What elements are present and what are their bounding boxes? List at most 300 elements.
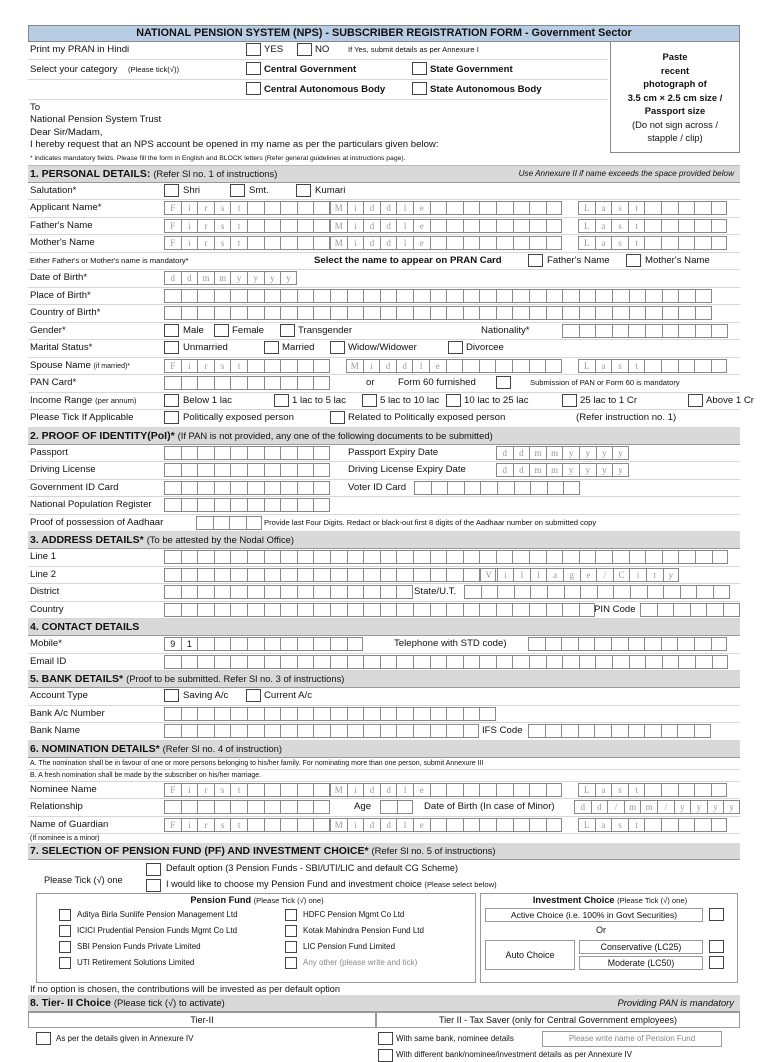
input-cell[interactable] (230, 481, 247, 495)
input-cell[interactable] (512, 289, 529, 303)
name-cells[interactable] (164, 783, 330, 797)
input-cell[interactable]: y (562, 446, 579, 460)
form60-checkbox[interactable] (496, 376, 511, 389)
name-cells[interactable] (578, 219, 727, 233)
input-cell[interactable] (446, 236, 463, 250)
govid-cells[interactable] (164, 481, 330, 495)
input-cell[interactable] (396, 724, 413, 738)
input-cell[interactable] (463, 724, 480, 738)
input-cell[interactable] (197, 306, 214, 320)
input-cell[interactable] (397, 800, 414, 814)
tier2-annex4-checkbox[interactable] (36, 1032, 51, 1045)
input-cell[interactable]: y (247, 271, 264, 285)
input-cell[interactable] (380, 603, 397, 617)
input-cell[interactable] (414, 481, 431, 495)
input-cell[interactable] (197, 655, 214, 669)
income-10to25-checkbox[interactable] (446, 394, 461, 407)
input-cell[interactable]: d (363, 201, 380, 215)
input-cell[interactable] (562, 603, 579, 617)
input-cell[interactable] (563, 481, 580, 495)
input-cell[interactable] (612, 324, 629, 338)
input-cell[interactable] (181, 446, 198, 460)
address-cells[interactable] (164, 550, 728, 564)
input-cell[interactable] (164, 306, 181, 320)
input-cell[interactable]: r (197, 236, 214, 250)
input-cell[interactable]: L (578, 201, 595, 215)
input-cell[interactable] (430, 818, 447, 832)
input-cell[interactable] (297, 446, 314, 460)
input-cell[interactable] (678, 550, 695, 564)
bank-name-cells[interactable] (164, 724, 479, 738)
input-cell[interactable]: s (214, 219, 231, 233)
input-cell[interactable]: i (347, 201, 364, 215)
input-cell[interactable] (512, 359, 529, 373)
input-cell[interactable] (297, 201, 314, 215)
input-cell[interactable] (678, 783, 695, 797)
input-cell[interactable] (430, 550, 447, 564)
input-cell[interactable]: l (513, 568, 530, 582)
input-cell[interactable]: y (596, 446, 613, 460)
input-cell[interactable]: e (580, 568, 597, 582)
input-cell[interactable]: s (611, 359, 628, 373)
input-cell[interactable] (497, 481, 514, 495)
tier2-same-bank-checkbox[interactable] (378, 1032, 393, 1045)
input-cell[interactable]: y (723, 800, 740, 814)
input-cell[interactable] (164, 481, 181, 495)
kumari-checkbox[interactable] (296, 184, 311, 197)
input-cell[interactable] (181, 724, 198, 738)
name-cells[interactable] (578, 818, 727, 832)
pran-hindi-yes-checkbox[interactable] (246, 43, 261, 56)
input-cell[interactable] (463, 236, 480, 250)
input-cell[interactable] (214, 306, 231, 320)
input-cell[interactable]: y (579, 463, 596, 477)
input-cell[interactable]: m (624, 800, 641, 814)
input-cell[interactable] (313, 481, 330, 495)
input-cell[interactable] (644, 236, 661, 250)
input-cell[interactable]: t (628, 818, 645, 832)
input-cell[interactable]: F (164, 783, 181, 797)
input-cell[interactable] (230, 289, 247, 303)
input-cell[interactable] (313, 446, 330, 460)
name-cells[interactable] (578, 359, 727, 373)
input-cell[interactable] (678, 359, 695, 373)
input-cell[interactable]: d (363, 236, 380, 250)
pf-sbi-checkbox[interactable] (59, 941, 71, 953)
input-cell[interactable] (513, 236, 530, 250)
pf-aditya-checkbox[interactable] (59, 909, 71, 921)
input-cell[interactable]: y (280, 271, 297, 285)
input-cell[interactable] (546, 289, 563, 303)
input-cell[interactable]: r (197, 219, 214, 233)
input-cell[interactable]: r (197, 359, 214, 373)
input-cell[interactable] (645, 550, 662, 564)
input-cell[interactable] (396, 568, 413, 582)
input-cell[interactable]: i (181, 359, 198, 373)
input-cell[interactable] (645, 289, 662, 303)
input-cell[interactable] (181, 376, 198, 390)
input-cell[interactable] (347, 707, 364, 721)
input-cell[interactable] (430, 289, 447, 303)
input-cell[interactable] (662, 324, 679, 338)
input-cell[interactable] (529, 550, 546, 564)
input-cell[interactable]: L (578, 236, 595, 250)
input-cell[interactable] (181, 550, 198, 564)
input-cell[interactable] (514, 481, 531, 495)
input-cell[interactable] (313, 800, 330, 814)
input-cell[interactable] (297, 481, 314, 495)
input-cell[interactable] (612, 655, 629, 669)
input-cell[interactable] (430, 306, 447, 320)
input-cell[interactable] (280, 585, 297, 599)
input-cell[interactable] (280, 498, 297, 512)
input-cell[interactable] (229, 516, 246, 530)
input-cell[interactable]: y (264, 271, 281, 285)
input-cell[interactable] (247, 818, 264, 832)
central-govt-checkbox[interactable] (246, 62, 261, 75)
input-cell[interactable] (595, 655, 612, 669)
pep-checkbox[interactable] (164, 411, 179, 424)
input-cell[interactable]: y (612, 446, 629, 460)
name-cells[interactable] (164, 219, 330, 233)
input-cell[interactable] (197, 585, 214, 599)
pran-hindi-no-checkbox[interactable] (297, 43, 312, 56)
input-cell[interactable] (280, 463, 297, 477)
input-cell[interactable]: a (595, 236, 612, 250)
input-cell[interactable] (197, 289, 214, 303)
input-cell[interactable] (396, 306, 413, 320)
input-cell[interactable] (711, 637, 728, 651)
input-cell[interactable]: i (181, 783, 198, 797)
input-cell[interactable] (264, 800, 281, 814)
input-cell[interactable] (677, 724, 694, 738)
state-cells[interactable] (464, 585, 730, 599)
input-cell[interactable] (579, 289, 596, 303)
input-cell[interactable] (313, 201, 330, 215)
input-cell[interactable] (380, 289, 397, 303)
input-cell[interactable] (678, 324, 695, 338)
address-cells[interactable] (164, 568, 496, 582)
input-cell[interactable] (497, 585, 514, 599)
input-cell[interactable] (446, 568, 463, 582)
input-cell[interactable] (196, 516, 213, 530)
input-cell[interactable] (663, 585, 680, 599)
input-cell[interactable] (545, 359, 562, 373)
input-cell[interactable] (447, 481, 464, 495)
input-cell[interactable] (479, 550, 496, 564)
input-cell[interactable] (330, 550, 347, 564)
input-cell[interactable] (446, 818, 463, 832)
input-cell[interactable] (561, 724, 578, 738)
input-cell[interactable] (562, 550, 579, 564)
input-cell[interactable]: s (611, 219, 628, 233)
input-cell[interactable] (579, 655, 596, 669)
input-cell[interactable] (280, 219, 297, 233)
input-cell[interactable] (529, 603, 546, 617)
input-cell[interactable] (546, 818, 563, 832)
input-cell[interactable] (247, 707, 264, 721)
input-cell[interactable] (694, 236, 711, 250)
input-cell[interactable] (181, 707, 198, 721)
input-cell[interactable] (496, 201, 513, 215)
input-cell[interactable] (662, 306, 679, 320)
input-cell[interactable]: m (529, 446, 546, 460)
input-cell[interactable] (446, 219, 463, 233)
input-cell[interactable] (247, 359, 264, 373)
saving-checkbox[interactable] (164, 689, 179, 702)
input-cell[interactable] (313, 498, 330, 512)
smt-checkbox[interactable] (230, 184, 245, 197)
input-cell[interactable] (313, 655, 330, 669)
input-cell[interactable]: y (230, 271, 247, 285)
widow-checkbox[interactable] (330, 341, 345, 354)
input-cell[interactable] (561, 637, 578, 651)
photo-box[interactable] (610, 41, 740, 153)
input-cell[interactable] (446, 603, 463, 617)
name-cells[interactable] (330, 201, 562, 215)
input-cell[interactable]: i (347, 818, 364, 832)
input-cell[interactable] (677, 637, 694, 651)
input-cell[interactable] (264, 655, 281, 669)
input-cell[interactable] (214, 655, 231, 669)
input-cell[interactable]: M (330, 219, 347, 233)
input-cell[interactable] (264, 724, 281, 738)
input-cell[interactable] (347, 289, 364, 303)
input-cell[interactable]: m (197, 271, 214, 285)
input-cell[interactable]: s (214, 359, 231, 373)
input-cell[interactable] (197, 463, 214, 477)
input-cell[interactable]: e (413, 236, 430, 250)
input-cell[interactable] (214, 289, 231, 303)
input-cell[interactable] (711, 236, 728, 250)
telephone-cells[interactable] (528, 637, 727, 651)
input-cell[interactable] (380, 800, 397, 814)
input-cell[interactable] (297, 655, 314, 669)
input-cell[interactable] (164, 655, 181, 669)
pension-fund-name-input[interactable]: Please write name of Pension Fund (542, 1031, 722, 1047)
input-cell[interactable] (628, 324, 645, 338)
input-cell[interactable] (297, 603, 314, 617)
input-cell[interactable] (479, 655, 496, 669)
input-cell[interactable] (264, 219, 281, 233)
input-cell[interactable] (579, 603, 596, 617)
state-autonomous-checkbox[interactable] (412, 82, 427, 95)
input-cell[interactable]: a (595, 201, 612, 215)
conservative-checkbox[interactable] (709, 940, 724, 953)
input-cell[interactable] (197, 568, 214, 582)
input-cell[interactable] (463, 818, 480, 832)
input-cell[interactable] (464, 481, 481, 495)
input-cell[interactable] (680, 585, 697, 599)
input-cell[interactable] (723, 603, 740, 617)
input-cell[interactable] (214, 481, 231, 495)
input-cell[interactable] (661, 219, 678, 233)
input-cell[interactable] (214, 550, 231, 564)
input-cell[interactable]: F (164, 236, 181, 250)
input-cell[interactable]: l (530, 568, 547, 582)
input-cell[interactable] (164, 376, 181, 390)
input-cell[interactable]: d (363, 783, 380, 797)
input-cell[interactable] (380, 550, 397, 564)
input-cell[interactable] (280, 289, 297, 303)
input-cell[interactable] (247, 463, 264, 477)
input-cell[interactable] (313, 707, 330, 721)
input-cell[interactable] (181, 585, 198, 599)
input-cell[interactable]: V (480, 568, 497, 582)
input-cell[interactable] (164, 463, 181, 477)
input-cell[interactable]: / (657, 800, 674, 814)
input-cell[interactable]: l (396, 236, 413, 250)
input-cell[interactable] (280, 236, 297, 250)
input-cell[interactable] (396, 289, 413, 303)
input-cell[interactable] (330, 655, 347, 669)
input-cell[interactable]: r (197, 818, 214, 832)
input-cell[interactable] (164, 498, 181, 512)
input-cell[interactable]: d (363, 818, 380, 832)
input-cell[interactable] (678, 219, 695, 233)
pob-cells[interactable] (164, 289, 712, 303)
input-cell[interactable] (214, 707, 231, 721)
input-cell[interactable] (479, 603, 496, 617)
input-cell[interactable] (313, 376, 330, 390)
input-cell[interactable] (496, 655, 513, 669)
input-cell[interactable]: t (230, 201, 247, 215)
input-cell[interactable] (661, 236, 678, 250)
input-cell[interactable] (347, 550, 364, 564)
input-cell[interactable] (247, 568, 264, 582)
pan-cells[interactable] (164, 376, 330, 390)
input-cell[interactable] (297, 568, 314, 582)
input-cell[interactable] (181, 800, 198, 814)
input-cell[interactable]: i (629, 568, 646, 582)
input-cell[interactable]: a (595, 219, 612, 233)
name-cells[interactable] (578, 201, 727, 215)
input-cell[interactable] (479, 818, 496, 832)
input-cell[interactable] (579, 550, 596, 564)
input-cell[interactable]: L (578, 783, 595, 797)
pf-option[interactable]: Any other (please write and tick) (303, 958, 418, 968)
unmarried-checkbox[interactable] (164, 341, 179, 354)
input-cell[interactable] (512, 603, 529, 617)
input-cell[interactable] (363, 289, 380, 303)
input-cell[interactable] (264, 498, 281, 512)
input-cell[interactable] (280, 376, 297, 390)
input-cell[interactable] (297, 550, 314, 564)
input-cell[interactable] (297, 498, 314, 512)
input-cell[interactable] (706, 603, 723, 617)
input-cell[interactable]: m (640, 800, 657, 814)
input-cell[interactable] (214, 637, 231, 651)
npr-cells[interactable] (164, 498, 330, 512)
input-cell[interactable] (711, 201, 728, 215)
input-cell[interactable] (696, 585, 713, 599)
input-cell[interactable] (347, 724, 364, 738)
input-cell[interactable] (678, 201, 695, 215)
input-cell[interactable]: m (546, 463, 563, 477)
input-cell[interactable]: y (663, 568, 680, 582)
input-cell[interactable] (264, 446, 281, 460)
input-cell[interactable] (430, 707, 447, 721)
input-cell[interactable] (713, 585, 730, 599)
input-cell[interactable]: d (591, 800, 608, 814)
input-cell[interactable] (644, 637, 661, 651)
input-cell[interactable] (529, 783, 546, 797)
input-cell[interactable]: d (379, 359, 396, 373)
input-cell[interactable]: y (579, 446, 596, 460)
input-cell[interactable] (280, 481, 297, 495)
input-cell[interactable] (673, 603, 690, 617)
input-cell[interactable] (230, 603, 247, 617)
input-cell[interactable] (363, 568, 380, 582)
input-cell[interactable] (264, 568, 281, 582)
input-cell[interactable] (330, 724, 347, 738)
input-cell[interactable] (661, 637, 678, 651)
female-checkbox[interactable] (214, 324, 229, 337)
input-cell[interactable] (413, 289, 430, 303)
input-cell[interactable] (480, 481, 497, 495)
input-cell[interactable] (214, 603, 231, 617)
input-cell[interactable] (280, 550, 297, 564)
village-city-cells[interactable] (480, 568, 679, 582)
income-1to5-checkbox[interactable] (274, 394, 289, 407)
input-cell[interactable] (629, 289, 646, 303)
married-checkbox[interactable] (264, 341, 279, 354)
cob-cells[interactable] (164, 306, 712, 320)
input-cell[interactable] (446, 550, 463, 564)
minor-dob-cells[interactable] (574, 800, 740, 814)
dob-cells[interactable] (164, 271, 297, 285)
input-cell[interactable]: s (214, 783, 231, 797)
input-cell[interactable] (613, 585, 630, 599)
input-cell[interactable] (528, 637, 545, 651)
name-cells[interactable] (330, 818, 562, 832)
input-cell[interactable]: y (707, 800, 724, 814)
input-cell[interactable] (297, 359, 314, 373)
input-cell[interactable] (164, 707, 181, 721)
input-cell[interactable] (661, 818, 678, 832)
input-cell[interactable] (264, 818, 281, 832)
input-cell[interactable] (214, 568, 231, 582)
input-cell[interactable] (612, 306, 629, 320)
input-cell[interactable] (694, 783, 711, 797)
passport-cells[interactable] (164, 446, 330, 460)
input-cell[interactable] (330, 585, 347, 599)
age-cells[interactable] (380, 800, 413, 814)
input-cell[interactable] (413, 550, 430, 564)
input-cell[interactable] (230, 707, 247, 721)
input-cell[interactable] (297, 800, 314, 814)
input-cell[interactable] (380, 707, 397, 721)
input-cell[interactable] (363, 707, 380, 721)
input-cell[interactable] (330, 306, 347, 320)
input-cell[interactable]: l (396, 818, 413, 832)
input-cell[interactable] (513, 783, 530, 797)
input-cell[interactable] (413, 655, 430, 669)
input-cell[interactable] (181, 498, 198, 512)
input-cell[interactable]: s (611, 783, 628, 797)
input-cell[interactable] (164, 603, 181, 617)
input-cell[interactable] (247, 585, 264, 599)
input-cell[interactable] (463, 707, 480, 721)
mother-name-pran-checkbox[interactable] (626, 254, 641, 267)
input-cell[interactable]: i (181, 219, 198, 233)
input-cell[interactable] (514, 585, 531, 599)
input-cell[interactable] (413, 724, 430, 738)
pf-kotak-checkbox[interactable] (285, 925, 297, 937)
input-cell[interactable] (230, 446, 247, 460)
input-cell[interactable] (695, 550, 712, 564)
input-cell[interactable] (711, 359, 728, 373)
